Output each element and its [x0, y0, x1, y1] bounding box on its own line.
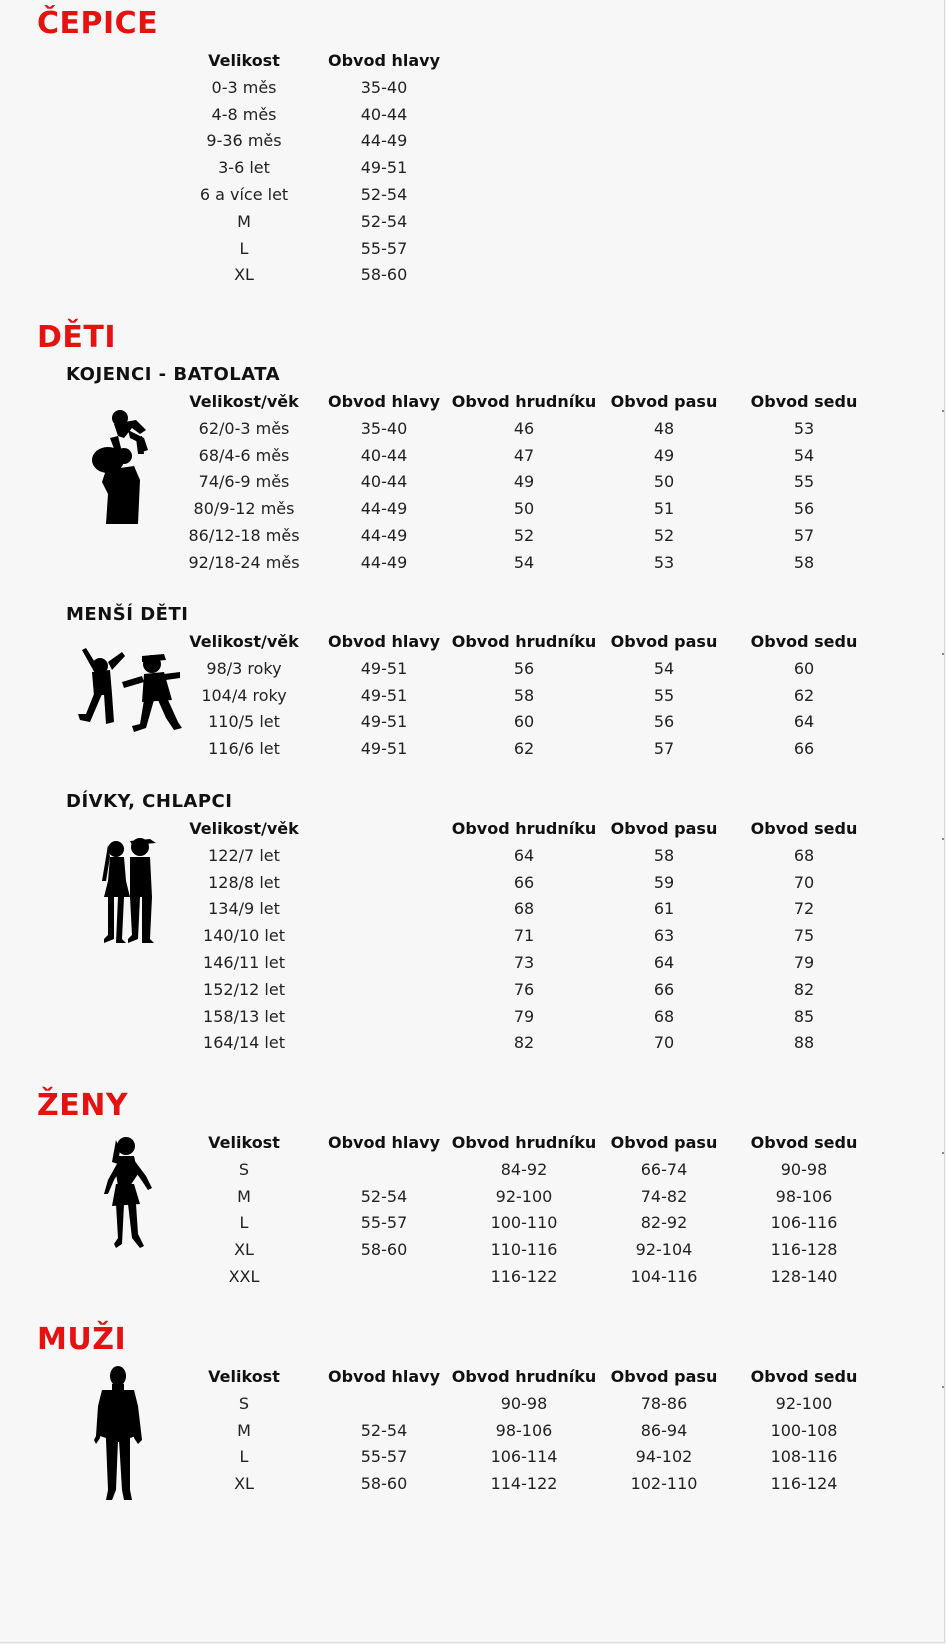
subsection-title-mensi: MENŠÍ DĚTI [66, 604, 189, 625]
table-cell: 58-60 [360, 1240, 408, 1260]
section-title-zeny: ŽENY [37, 1088, 129, 1123]
table-cell: 3-6 let [218, 158, 270, 178]
table-cell: 49 [513, 472, 535, 492]
table-cell: 55 [793, 472, 815, 492]
column-header: Obvod pasu [610, 1367, 718, 1386]
table-cell: 58 [513, 685, 535, 705]
table-row [0, 1003, 946, 1031]
table-cell: 85 [793, 1006, 815, 1026]
table-row [0, 235, 946, 263]
jumping-children-silhouette-icon [72, 648, 184, 740]
table-cell: 106-114 [490, 1447, 558, 1467]
table-cell: 152/12 let [203, 979, 285, 999]
table-cell: 52 [653, 526, 675, 545]
table-cell: 58 [793, 552, 815, 572]
table-cell: 116-128 [770, 1240, 838, 1260]
table-cell: 56 [793, 499, 815, 519]
table-cell: 82-92 [640, 1213, 688, 1233]
table-cell: 92-100 [495, 1186, 553, 1206]
table-cell: 92-100 [775, 1393, 833, 1413]
table-cell: 68/4-6 měs [198, 445, 290, 465]
table-cell: 49 [653, 445, 675, 465]
table-cell: 44-49 [360, 131, 408, 151]
edge-mark [942, 1152, 944, 1154]
table-cell: 134/9 let [208, 899, 280, 919]
table-cell: 52-54 [360, 1186, 408, 1206]
table-cell: 59 [653, 872, 675, 892]
table-cell: 116-124 [770, 1474, 838, 1494]
table-cell: 104-116 [630, 1267, 698, 1286]
table-cell: 90-98 [780, 1159, 828, 1179]
table-cell: 73 [513, 953, 535, 972]
table-row [0, 261, 946, 289]
table-row [0, 154, 946, 182]
column-header: Obvod pasu [610, 819, 718, 838]
table-cell: 56 [513, 658, 535, 678]
column-header: Velikost/věk [189, 632, 299, 651]
table-cell: 55-57 [360, 1447, 408, 1467]
table-cell: L [239, 238, 249, 258]
table-cell: 66 [653, 979, 675, 999]
table-cell: XL [234, 1240, 254, 1260]
table-cell: 164/14 let [203, 1033, 285, 1053]
column-header: Velikost [208, 1133, 280, 1152]
table-row [0, 1263, 946, 1291]
column-header: Velikost [208, 51, 280, 70]
table-cell: 61 [653, 899, 675, 919]
table-cell: 70 [653, 1033, 675, 1053]
table-cell: 52-54 [360, 1420, 408, 1440]
table-cell: 106-116 [770, 1213, 838, 1233]
column-header: Obvod sedu [750, 1133, 858, 1152]
subsection-title-kojenci: KOJENCI - BATOLATA [66, 364, 281, 385]
column-header: Obvod hrudníku [451, 819, 597, 838]
table-row [0, 127, 946, 155]
table-row [0, 208, 946, 236]
column-header: Obvod hlavy [327, 51, 441, 70]
column-header: Velikost/věk [189, 819, 299, 838]
table-cell: 64 [513, 845, 535, 865]
table-cell: 71 [513, 926, 535, 946]
column-header: Obvod hlavy [327, 1367, 441, 1386]
edge-mark [942, 1386, 944, 1388]
table-cell: 49-51 [360, 712, 408, 732]
table-cell: 60 [793, 658, 815, 678]
table-cell: 79 [793, 953, 815, 972]
table-cell: 6 a více let [199, 185, 289, 204]
table-cell: 52 [513, 526, 535, 545]
table-row [0, 181, 946, 209]
table-cell: 100-110 [490, 1213, 558, 1233]
table-cell: 44-49 [360, 552, 408, 572]
table-cell: L [239, 1447, 249, 1467]
table-cell: 54 [653, 658, 675, 678]
table-cell: 68 [513, 899, 535, 919]
table-cell: 55-57 [360, 1213, 408, 1233]
table-header-row [0, 47, 946, 75]
section-title-cepice: ČEPICE [37, 6, 159, 41]
table-cell: 75 [793, 926, 815, 946]
column-header: Velikost/věk [189, 392, 299, 411]
column-header: Obvod sedu [750, 632, 858, 651]
section-title-deti: DĚTI [37, 320, 117, 355]
table-cell: S [238, 1159, 250, 1179]
table-cell: 98-106 [495, 1420, 553, 1440]
table-cell: 51 [653, 499, 675, 519]
table-cell: 84-92 [500, 1159, 548, 1179]
table-cell: 49-51 [360, 685, 408, 705]
table-cell: 58 [653, 845, 675, 865]
column-header: Obvod hlavy [327, 1133, 441, 1152]
table-cell: 66 [513, 872, 535, 892]
table-cell: 62 [793, 685, 815, 705]
table-cell: 86/12-18 měs [188, 526, 300, 545]
table-row [0, 522, 946, 550]
table-cell: 62 [513, 739, 535, 759]
table-cell: 58-60 [360, 1474, 408, 1494]
table-cell: 128-140 [770, 1267, 838, 1286]
table-cell: 74/6-9 měs [198, 472, 290, 492]
table-cell: 56 [653, 712, 675, 732]
table-cell: 60 [513, 712, 535, 732]
parent-lifting-baby-silhouette-icon [84, 408, 168, 524]
table-cell: 62/0-3 měs [198, 418, 290, 438]
table-cell: 80/9-12 měs [193, 499, 295, 519]
table-row [0, 549, 946, 577]
table-cell: 90-98 [500, 1393, 548, 1413]
table-row [0, 976, 946, 1004]
table-cell: XL [234, 1474, 254, 1494]
table-cell: 64 [653, 953, 675, 972]
table-cell: 128/8 let [208, 872, 280, 892]
column-header: Obvod hrudníku [451, 1133, 597, 1152]
table-cell: 82 [793, 979, 815, 999]
table-cell: 92/18-24 měs [188, 552, 300, 572]
table-cell: 158/13 let [203, 1006, 285, 1026]
table-cell: 4-8 měs [211, 104, 277, 124]
table-cell: 53 [653, 552, 675, 572]
table-row [0, 74, 946, 102]
table-row [0, 949, 946, 977]
table-cell: 66 [793, 739, 815, 759]
table-cell: 44-49 [360, 526, 408, 545]
table-cell: 55-57 [360, 238, 408, 258]
table-cell: 110/5 let [208, 712, 280, 732]
table-cell: 49-51 [360, 739, 408, 759]
table-cell: 116-122 [490, 1267, 558, 1286]
table-cell: 100-108 [770, 1420, 838, 1440]
table-cell: 35-40 [360, 418, 408, 438]
table-cell: 140/10 let [203, 926, 285, 946]
section-title-muzi: MUŽI [37, 1322, 127, 1357]
column-header: Obvod hrudníku [451, 632, 597, 651]
table-cell: 55 [653, 685, 675, 705]
table-cell: 50 [513, 499, 535, 519]
column-header: Obvod pasu [610, 632, 718, 651]
column-header: Obvod sedu [750, 819, 858, 838]
table-cell: S [238, 1393, 250, 1413]
table-cell: 57 [653, 739, 675, 759]
column-header: Obvod hlavy [327, 392, 441, 411]
girl-and-boy-silhouette-icon [100, 835, 160, 949]
table-cell: 98-106 [775, 1186, 833, 1206]
table-cell: 49-51 [360, 658, 408, 678]
table-cell: 104/4 roky [201, 685, 287, 705]
table-cell: 74-82 [640, 1186, 688, 1206]
column-header: Obvod sedu [750, 1367, 858, 1386]
table-cell: XL [234, 265, 254, 285]
table-cell: 66-74 [640, 1159, 688, 1179]
table-cell: 44-49 [360, 499, 408, 519]
table-cell: 108-116 [770, 1447, 838, 1467]
table-cell: 40-44 [360, 472, 408, 492]
table-cell: 0-3 měs [211, 77, 277, 97]
table-cell: 116/6 let [208, 739, 280, 759]
table-cell: 35-40 [360, 77, 408, 97]
table-cell: 86-94 [640, 1420, 688, 1440]
table-cell: M [237, 211, 251, 231]
table-cell: 70 [793, 872, 815, 892]
table-row [0, 101, 946, 129]
table-cell: 63 [653, 926, 675, 946]
table-cell: 88 [793, 1033, 815, 1053]
man-silhouette-icon [92, 1366, 144, 1502]
column-header: Velikost [208, 1367, 280, 1386]
table-cell: 54 [513, 552, 535, 572]
table-row [0, 1029, 946, 1057]
table-cell: 46 [513, 418, 535, 438]
table-cell: 79 [513, 1006, 535, 1026]
table-cell: 50 [653, 472, 675, 492]
table-cell: 68 [653, 1006, 675, 1026]
table-cell: 54 [793, 445, 815, 465]
table-cell: 9-36 měs [206, 131, 282, 151]
table-cell: M [237, 1186, 251, 1206]
edge-mark [942, 410, 944, 412]
table-cell: 49-51 [360, 158, 408, 178]
table-cell: 64 [793, 712, 815, 732]
column-header: Obvod pasu [610, 392, 718, 411]
table-cell: L [239, 1213, 249, 1233]
table-cell: 52-54 [360, 185, 408, 204]
table-cell: 92-104 [635, 1240, 693, 1260]
column-header: Obvod hrudníku [451, 1367, 597, 1386]
table-cell: XXL [228, 1267, 260, 1286]
edge-mark [942, 653, 944, 655]
table-cell: 102-110 [630, 1474, 698, 1494]
table-cell: 48 [653, 418, 675, 438]
table-cell: 76 [513, 979, 535, 999]
column-header: Obvod hrudníku [451, 392, 597, 411]
table-cell: 98/3 roky [206, 658, 282, 678]
table-cell: 40-44 [360, 104, 408, 124]
table-cell: 58-60 [360, 265, 408, 285]
table-cell: 53 [793, 418, 815, 438]
column-header: Obvod pasu [610, 1133, 718, 1152]
table-cell: 47 [513, 445, 535, 465]
table-cell: M [237, 1420, 251, 1440]
table-cell: 40-44 [360, 445, 408, 465]
table-cell: 78-86 [640, 1393, 688, 1413]
table-cell: 146/11 let [203, 953, 285, 972]
woman-silhouette-icon [100, 1134, 156, 1252]
edge-mark [942, 838, 944, 840]
table-cell: 94-102 [635, 1447, 693, 1467]
table-cell: 57 [793, 526, 815, 545]
table-cell: 110-116 [490, 1240, 558, 1260]
subsection-title-divky: DÍVKY, CHLAPCI [66, 791, 233, 812]
column-header: Obvod hlavy [327, 632, 441, 651]
table-cell: 68 [793, 845, 815, 865]
table-cell: 114-122 [490, 1474, 558, 1494]
table-cell: 52-54 [360, 211, 408, 231]
table-cell: 82 [513, 1033, 535, 1053]
table-cell: 72 [793, 899, 815, 919]
column-header: Obvod sedu [750, 392, 858, 411]
table-cell: 122/7 let [208, 845, 280, 865]
